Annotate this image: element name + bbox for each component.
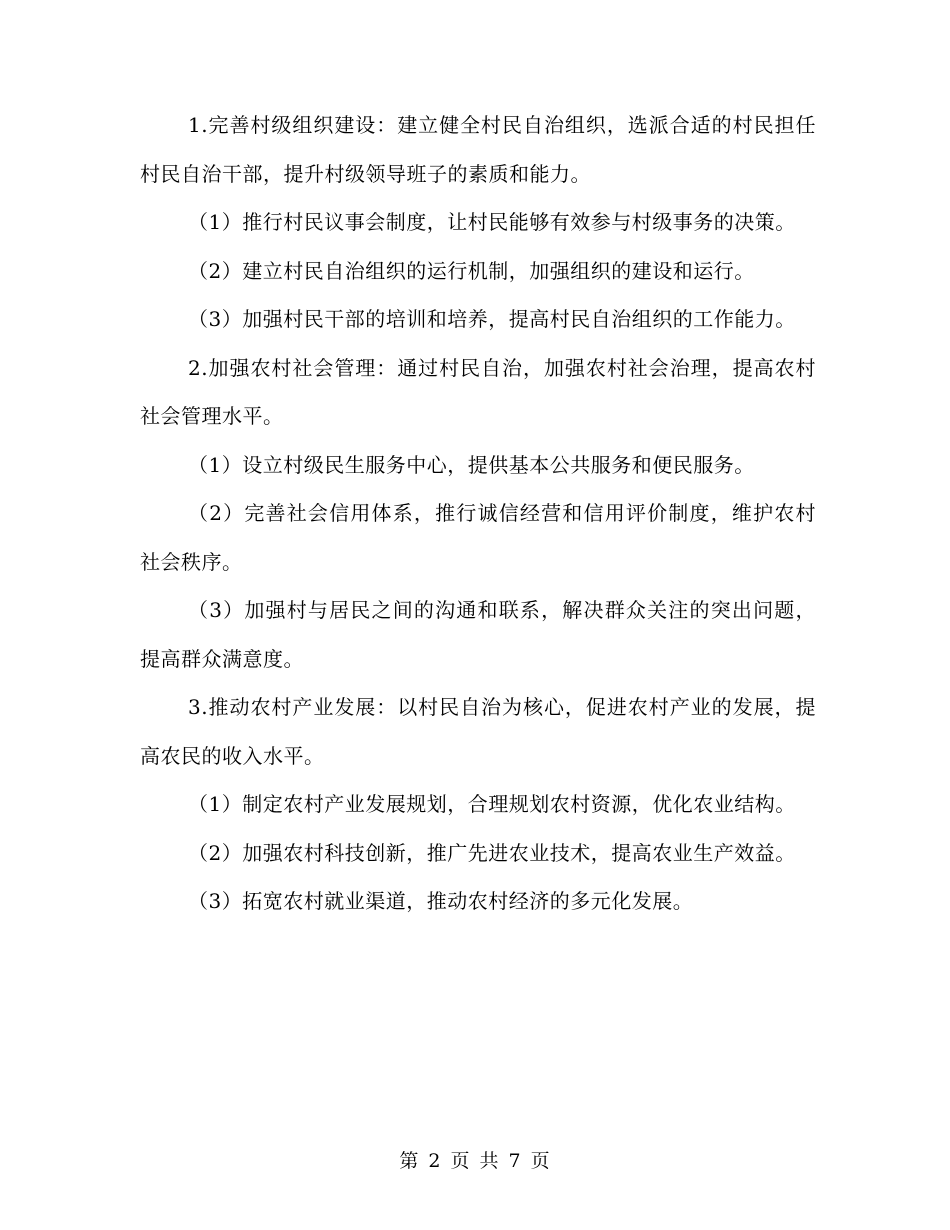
list-item: （3）加强村与居民之间的沟通和联系，解决群众关注的突出问题，提高群众满意度。 [140, 598, 816, 671]
list-item: （2）建立村民自治组织的运行机制，加强组织的建设和运行。 [188, 258, 755, 283]
section-heading-3: 3.推动农村产业发展：以村民自治为核心，促进农村产业的发展，提高农民的收入水平。 [140, 695, 816, 768]
list-item: （1）制定农村产业发展规划，合理规划农村资源，优化农业结构。 [188, 792, 796, 816]
document-body [140, 101, 816, 926]
page-number-footer: 第 2 页 共 7 页 [399, 1150, 551, 1172]
list-item: （2）加强农村科技创新，推广先进农业技术，提高农业生产效益。 [188, 840, 796, 865]
section-heading-2: 2.加强农村社会管理：通过村民自治，加强农村社会治理，提高农村社会管理水平。 [140, 355, 816, 428]
list-item: （3）加强村民干部的培训和培养，提高村民自治组织的工作能力。 [188, 307, 796, 331]
section-heading-1: 1.完善村级组织建设：建立健全村民自治组织，选派合适的村民担任村民自治干部，提升村级领导班子的素质和能力。 [140, 113, 816, 186]
list-item: （2）完善社会信用体系，推行诚信经营和信用评价制度，维护农村社会秩序。 [140, 501, 816, 574]
list-item: （1）推行村民议事会制度，让村民能够有效参与村级事务的决策。 [188, 210, 796, 234]
list-item: （3）拓宽农村就业渠道，推动农村经济的多元化发展。 [188, 889, 694, 913]
list-item: （1）设立村级民生服务中心，提供基本公共服务和便民服务。 [188, 452, 755, 477]
